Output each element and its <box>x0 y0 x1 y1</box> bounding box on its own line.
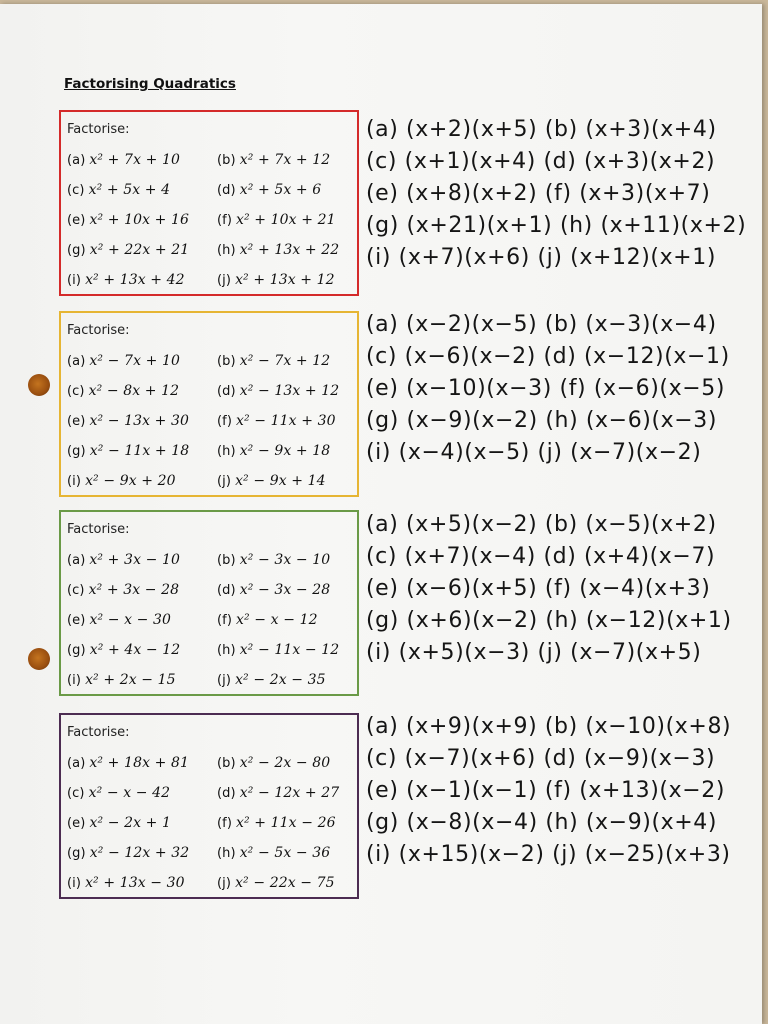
question-a: (a) x² + 7x + 10 <box>67 152 181 168</box>
worksheet-page <box>0 4 762 1024</box>
question-a: (a) x² + 3x − 10 <box>67 552 181 568</box>
question-e: (e) x² + 10x + 16 <box>67 212 190 228</box>
question-f: (f) x² − x − 12 <box>217 612 318 628</box>
question-d: (d) x² − 3x − 28 <box>217 582 331 598</box>
handwritten-answer-line: (c) (x−6)(x−2) (d) (x−12)(x−1) <box>366 344 730 369</box>
box-heading: Factorise: <box>67 122 130 137</box>
question-g: (g) x² + 4x − 12 <box>67 642 181 658</box>
question-c: (c) x² + 3x − 28 <box>67 582 180 598</box>
question-box-yellow <box>59 311 359 497</box>
handwritten-answer-line: (g) (x+21)(x+1) (h) (x+11)(x+2) <box>366 213 747 238</box>
question-f: (f) x² + 11x − 26 <box>217 815 336 831</box>
question-i: (i) x² + 13x − 30 <box>67 875 185 891</box>
punch-hole-bottom <box>28 648 50 670</box>
handwritten-answer-line: (a) (x+5)(x−2) (b) (x−5)(x+2) <box>366 512 717 537</box>
handwritten-answer-line: (c) (x+7)(x−4) (d) (x+4)(x−7) <box>366 544 716 569</box>
worksheet-title: Factorising Quadratics <box>64 76 236 92</box>
handwritten-answer-line: (i) (x+5)(x−3) (j) (x−7)(x+5) <box>366 640 702 665</box>
handwritten-answer-line: (g) (x−8)(x−4) (h) (x−9)(x+4) <box>366 810 718 835</box>
handwritten-answer-line: (i) (x+7)(x+6) (j) (x+12)(x+1) <box>366 245 716 270</box>
handwritten-answer-line: (g) (x−9)(x−2) (h) (x−6)(x−3) <box>366 408 718 433</box>
question-c: (c) x² + 5x + 4 <box>67 182 171 198</box>
question-c: (c) x² − x − 42 <box>67 785 171 801</box>
question-b: (b) x² − 2x − 80 <box>217 755 331 771</box>
handwritten-answer-line: (a) (x−2)(x−5) (b) (x−3)(x−4) <box>366 312 717 337</box>
question-j: (j) x² − 9x + 14 <box>217 473 326 489</box>
question-a: (a) x² − 7x + 10 <box>67 353 181 369</box>
handwritten-answer-line: (c) (x+1)(x+4) (d) (x+3)(x+2) <box>366 149 716 174</box>
question-e: (e) x² − 13x + 30 <box>67 413 190 429</box>
handwritten-answer-line: (i) (x−4)(x−5) (j) (x−7)(x−2) <box>366 440 702 465</box>
question-g: (g) x² − 12x + 32 <box>67 845 190 861</box>
question-h: (h) x² − 5x − 36 <box>217 845 331 861</box>
question-g: (g) x² + 22x + 21 <box>67 242 190 258</box>
question-i: (i) x² − 9x + 20 <box>67 473 176 489</box>
question-box-green <box>59 510 359 696</box>
question-b: (b) x² + 7x + 12 <box>217 152 331 168</box>
handwritten-answer-line: (c) (x−7)(x+6) (d) (x−9)(x−3) <box>366 746 716 771</box>
handwritten-answer-line: (a) (x+9)(x+9) (b) (x−10)(x+8) <box>366 714 732 739</box>
question-d: (d) x² − 13x + 12 <box>217 383 340 399</box>
question-box-purple <box>59 713 359 899</box>
handwritten-answer-line: (e) (x−10)(x−3) (f) (x−6)(x−5) <box>366 376 726 401</box>
question-b: (b) x² − 3x − 10 <box>217 552 331 568</box>
box-heading: Factorise: <box>67 522 130 537</box>
handwritten-answer-line: (i) (x+15)(x−2) (j) (x−25)(x+3) <box>366 842 731 867</box>
handwritten-answer-line: (e) (x−1)(x−1) (f) (x+13)(x−2) <box>366 778 726 803</box>
question-c: (c) x² − 8x + 12 <box>67 383 180 399</box>
question-f: (f) x² − 11x + 30 <box>217 413 336 429</box>
handwritten-answer-line: (g) (x+6)(x−2) (h) (x−12)(x+1) <box>366 608 732 633</box>
box-heading: Factorise: <box>67 725 130 740</box>
handwritten-answer-line: (e) (x+8)(x+2) (f) (x+3)(x+7) <box>366 181 711 206</box>
question-j: (j) x² + 13x + 12 <box>217 272 335 288</box>
question-a: (a) x² + 18x + 81 <box>67 755 190 771</box>
question-d: (d) x² − 12x + 27 <box>217 785 340 801</box>
question-h: (h) x² + 13x + 22 <box>217 242 340 258</box>
question-h: (h) x² − 9x + 18 <box>217 443 331 459</box>
box-heading: Factorise: <box>67 323 130 338</box>
question-e: (e) x² − x − 30 <box>67 612 172 628</box>
question-j: (j) x² − 2x − 35 <box>217 672 326 688</box>
question-j: (j) x² − 22x − 75 <box>217 875 335 891</box>
question-box-red <box>59 110 359 296</box>
question-d: (d) x² + 5x + 6 <box>217 182 322 198</box>
question-h: (h) x² − 11x − 12 <box>217 642 340 658</box>
question-e: (e) x² − 2x + 1 <box>67 815 172 831</box>
question-i: (i) x² + 13x + 42 <box>67 272 185 288</box>
handwritten-answer-line: (e) (x−6)(x+5) (f) (x−4)(x+3) <box>366 576 711 601</box>
question-i: (i) x² + 2x − 15 <box>67 672 176 688</box>
handwritten-answer-line: (a) (x+2)(x+5) (b) (x+3)(x+4) <box>366 117 717 142</box>
question-g: (g) x² − 11x + 18 <box>67 443 190 459</box>
question-b: (b) x² − 7x + 12 <box>217 353 331 369</box>
punch-hole-top <box>28 374 50 396</box>
question-f: (f) x² + 10x + 21 <box>217 212 336 228</box>
